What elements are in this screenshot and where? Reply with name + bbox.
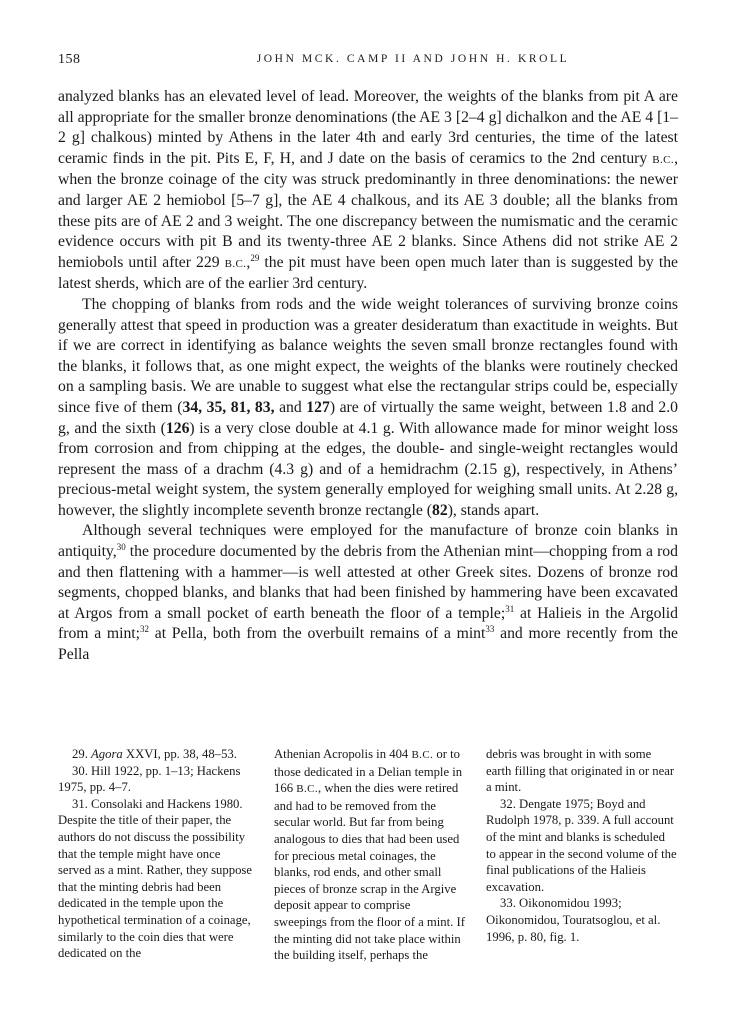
text: 29. [72,747,88,761]
text: , [246,253,251,271]
footnote-29 [58,746,253,763]
text: at Pella, both from the overbuilt remains of a mint [149,625,486,643]
era-abbrev: B.C. [296,783,318,796]
italic-title: Agora [91,747,123,761]
paragraph-2 [58,295,678,522]
text: and more recently from the Pella [58,625,679,664]
text: ) is a very close double at 4.1 g. With allowance made for minor weight loss from corrosion and from chipping at the edges, the double- and single-weight rectangles would represent the mass of a drachm (4.3 g) and of a hemidrachm (2.15 g), respectively, in Athens’ precious-metal weight system, the system generally employed for weighing small units. At 2.28 g, however, the slightly incomplete seventh bronze rectangle ( [58,419,678,519]
running-head: JOHN MCK. CAMP II AND JOHN H. KROLL [256,53,570,65]
footnote-31: 31. Consolaki and Hackens 1980. Despite the title of their paper, the authors do not discuss the possibility that the temple might have once served as a mint. Rather, they suppose that the minting debris had been dedicated in the temple upon the hypothetical termination of a coinage, similarly to the coin dies that were dedicated on the [58,796,252,961]
footnote-column-3 [486,746,678,945]
catalog-ref: 127 [306,398,330,416]
page-number: 158 [58,52,81,67]
text: at Halieis in the Argolid from a mint; [58,604,678,643]
text: The chopping of blanks from rods and the wide weight tolerances of surviving bronze coins generally attest that speed in production was a greater desideratum than exactitude in weights. But if we are correct in identifying as balance weights the seven small bronze rectangles found with the blanks, it follows that, as one might expect, the weights of the blanks were routinely checked on a sampling basis. We are unable to suggest what else the rectangular strips could be, especially since five of them ( [58,295,678,416]
era-abbrev: B.C. [411,749,434,761]
text: XXVI, pp. 38, 48–53. [125,747,237,761]
text: the procedure documented by the debris from the Athenian mint—chopping from a rod and then flattening with a hammer—is well attested at other Greek sites. Dozens of bronze rod segments, chopped blanks, and blanks that had been finished by hammering have been excavated at Argos from a small pocket of earth beneath the floor of a temple; [58,543,678,622]
page-header [58,52,676,72]
text: the pit must have been open much later than is suggested by the latest sherds, which are of the earlier 3rd century. [58,253,679,293]
text: Although several techniques were employed for the manufacture of bronze coin blanks in antiquity, [58,522,678,561]
text: analyzed blanks has an elevated level of lead. Moreover, the weights of the blanks from pit A are all appropriate for the smaller bronze denominations (the AE 3 [2–4 g] dichalkon and the AE 4 [1–2 g] chalkous) minted by Athens in the later 4th and early 3rd centuries, the time of the latest ceramic finds in the pit. Pits E, F, H, and J date on the basis of ceramics to the 2nd century [58,88,678,167]
footnote-32: 32. Dengate 1975; Boyd and Rudolph 1978, p. 339. A full account of the mint and blanks is scheduled to appear in the second volume of the final publications of the Halieis excavation. [486,796,677,894]
paragraph-1 [58,87,678,295]
footnote-ref-30: 30 [116,542,126,553]
text: , when the dies were retired and had to be removed from the secular world. But far from being analogous to dies that had been used for precious metal coinages, the blanks, rod ends, and other small pieces of bronze scrap in the Argive deposit appear to comprise sweepings from the floor of a mint. If the minting did not take place within the building itself, perhaps the [274,781,465,963]
text: ) are of virtually the same weight, between 1.8 and 2.0 g, and the sixth ( [58,398,679,437]
catalog-ref: 82 [432,501,448,519]
footnote-ref-32: 32 [140,624,150,635]
footnote-30: 30. Hill 1922, pp. 1–13; Hackens 1975, pp. 4–7. [58,763,241,795]
era-abbrev: B.C. [224,257,247,270]
text: ), stands apart. [447,501,540,519]
text: or to those dedicated in a Delian temple in 166 [274,747,463,796]
footnote-33: 33. Oikonomidou 1993; Oikonomidou, Touratsoglou, et al. 1996, p. 80, fig. 1. [486,896,661,944]
footnote-31-end: debris was brought in with some earth filling that originated in or near a mint. [486,747,675,795]
text: , when the bronze coinage of the city was struck predominantly in three denominations: the newer and larger AE 2 hemiobol [5–7 g], the AE 4 chalkous, and its AE 3 double; all the blanks from these pits are of AE 2 and 3 weight. The one discrepancy between the numismatic and the ceramic evidence occurs with pit B and its twenty-three AE 2 blanks. Since Athens did not strike AE 2 hemiobols until after 229 [58,149,678,271]
footnote-31-cont [274,746,465,964]
footnote-ref-29: 29 [250,252,260,263]
body-text [58,87,678,666]
footnote-ref-33: 33 [485,624,495,635]
era-abbrev: B.C. [652,153,675,166]
footnote-column-1 [58,746,253,962]
paragraph-3 [58,521,678,665]
footnote-ref-31: 31 [505,603,515,614]
text: and [274,398,307,416]
text: Athenian Acropolis in 404 [274,747,412,761]
footnote-column-2 [274,746,465,964]
catalog-ref: 126 [165,419,190,437]
catalog-ref: 34, 35, 81, 83, [182,398,275,416]
